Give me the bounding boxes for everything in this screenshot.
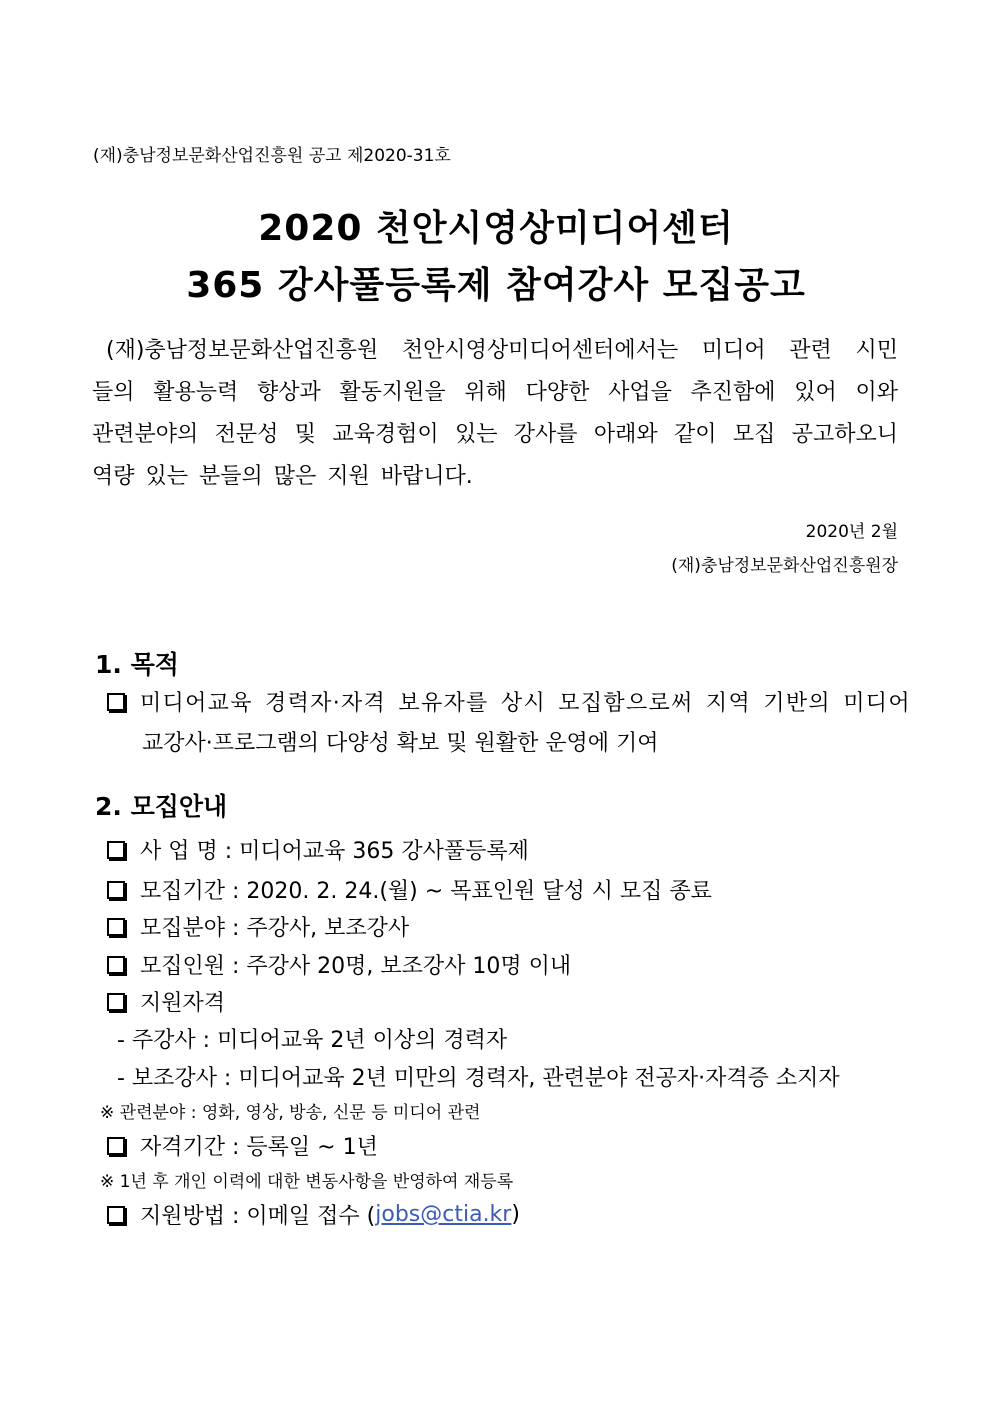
intro-line-4: 역량 있는 분들의 많은 지원 바랍니다. [92, 464, 473, 489]
business-name-text: 사 업 명 : 미디어교육 365 강사풀등록제 [140, 839, 529, 864]
intro-line-2: 들의 활용능력 향상과 활동지원을 위해 다양한 사업을 추진함에 있어 이와 [92, 380, 898, 405]
purpose-text-line-2: 교강사·프로그램의 다양성 확보 및 원활한 운영에 기여 [142, 731, 659, 756]
application-method-item [107, 1199, 520, 1230]
checkbox-bullet-icon [107, 693, 125, 711]
title-line-2: 365 강사풀등록제 참여강사 모집공고 [186, 265, 806, 306]
qualification-period-item [107, 1130, 378, 1161]
qualification-item [107, 986, 225, 1017]
recruit-field-text: 모집분야 : 주강사, 보조강사 [140, 916, 410, 941]
checkbox-bullet-icon [107, 1206, 125, 1224]
note-related-field: ※ 관련분야 : 영화, 영상, 방송, 신문 등 미디어 관련 [100, 1103, 481, 1123]
recruit-field-item [107, 911, 409, 942]
email-link[interactable]: jobs@ctia.kr [375, 1202, 512, 1227]
headcount-text: 모집인원 : 주강사 20명, 보조강사 10명 이내 [140, 954, 572, 979]
intro-line-3: 관련분야의 전문성 및 교육경험이 있는 강사를 아래와 같이 모집 공고하오니 [92, 422, 898, 447]
headcount-item [107, 949, 571, 980]
notice-number: (재)충남정보문화산업진흥원 공고 제2020-31호 [93, 146, 451, 166]
qualification-main-instructor: - 주강사 : 미디어교육 2년 이상의 경력자 [117, 1028, 508, 1053]
intro-line-1: (재)충남정보문화산업진흥원 천안시영상미디어센터에서는 미디어 관련 시민 [106, 338, 898, 363]
qualification-period-text: 자격기간 : 등록일 ~ 1년 [140, 1135, 378, 1160]
checkbox-bullet-icon [107, 1137, 125, 1155]
application-method-prefix: 지원방법 : 이메일 접수 ( [140, 1204, 376, 1229]
checkbox-bullet-icon [107, 993, 125, 1011]
purpose-text-line-1: 미디어교육 경력자·자격 보유자를 상시 모집함으로써 지역 기반의 미디어 [140, 691, 911, 716]
section-1-heading: 1. 목적 [95, 650, 179, 679]
section-2-heading: 2. 모집안내 [95, 792, 228, 821]
application-method-suffix: ) [511, 1202, 520, 1227]
issuer-name: (재)충남정보문화산업진흥원장 [671, 556, 898, 576]
checkbox-bullet-icon [107, 918, 125, 936]
qualification-text: 지원자격 [140, 991, 226, 1016]
recruit-period-text: 모집기간 : 2020. 2. 24.(월) ~ 목표인원 달성 시 모집 종료 [140, 879, 712, 904]
intro-paragraph [92, 330, 898, 498]
checkbox-bullet-icon [107, 841, 125, 859]
recruit-period-item [107, 874, 712, 905]
business-name-item [107, 834, 529, 865]
note-renewal: ※ 1년 후 개인 이력에 대한 변동사항을 반영하여 재등록 [100, 1172, 514, 1192]
purpose-item [107, 686, 911, 717]
title-line-1: 2020 천안시영상미디어센터 [258, 208, 734, 249]
qualification-assistant-instructor: - 보조강사 : 미디어교육 2년 미만의 경력자, 관련분야 전공자·자격증 소지자 [117, 1066, 840, 1091]
checkbox-bullet-icon [107, 881, 125, 899]
notice-date: 2020년 2월 [805, 522, 898, 542]
checkbox-bullet-icon [107, 956, 125, 974]
